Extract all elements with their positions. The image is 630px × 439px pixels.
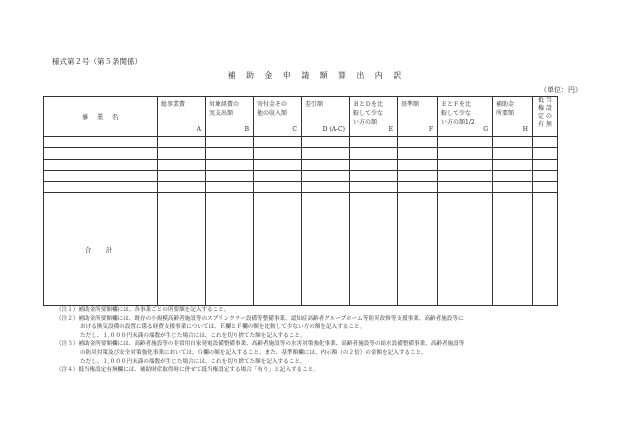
table-row: [44, 159, 558, 170]
column-header-b: 対象経費の 実支出額 B: [206, 97, 254, 137]
note-line: の防災対策及び安全対策強化事業においては、Ｇ欄の額を記入すること。また、基準額欄には、内示額（の２倍）の金額を記入すること。: [80, 349, 427, 356]
mortgage-header: 抵 当 権 設 定 の 有 無: [533, 97, 558, 137]
column-header-h: 補助金 所要額 H: [493, 97, 533, 137]
column-header-g: ＥとＦを比 較して少な い方の額1/2 G: [438, 97, 493, 137]
business-name-cell[interactable]: [44, 170, 158, 181]
column-header-f: 基準額 F: [398, 97, 438, 137]
business-name-cell[interactable]: [44, 182, 158, 193]
column-header-a: 総事業費 A: [158, 97, 206, 137]
notes-section: [56, 306, 576, 375]
note-line: ただし、１,０００円未満の端数が生じた場合には、これを切り捨てた額を記入すること。: [80, 332, 306, 339]
table-row: [44, 137, 558, 148]
subsidy-calculation-table: [43, 96, 558, 306]
table-row: [44, 170, 558, 181]
document-title: 補 助 金 申 請 額 算 出 内 訳: [227, 71, 403, 80]
header-row: [44, 97, 558, 137]
unit-label: （単位：円）: [540, 86, 582, 94]
table-row: [44, 182, 558, 193]
note-line: （注３）補助金所要額欄には、高齢者施設等の非常用自家発電設備整備事業、高齢者施設等の水害対策強化事業、高齢者施設等の給水設備整備事業、高齢者施設等: [56, 341, 465, 348]
note-line: （注１）補助金所要額欄には、各事業ごとの所要額を記入すること。: [56, 307, 230, 313]
business-name-cell[interactable]: [44, 137, 158, 148]
note-line: ただし、１,０００円未満の端数が生じた場合には、これを切り捨てた額を記入すること。: [80, 358, 306, 365]
total-row: [44, 193, 558, 306]
note-line: （注２）補助金所要額欄には、既存の小規模高齢者施設等のスプリンクラー設備等整備事業、認知症高齢者グループホーム等防災改修等支援事業、高齢者施設等に: [56, 315, 464, 322]
total-label: 合 計: [44, 193, 158, 306]
note-line: （注４）抵当権設定有無欄には、補助財産取得時に併せて抵当権設定する場合「有り」と記入すること。: [56, 367, 319, 374]
business-name-header: 事 業 名: [44, 97, 158, 137]
column-header-d: 差引額 D (A-C): [302, 97, 350, 137]
column-header-c: 寄付金その 他の収入額 C: [254, 97, 302, 137]
form-number: 様式第２号（第５条関係）: [52, 57, 142, 66]
business-name-cell[interactable]: [44, 148, 158, 159]
business-name-cell[interactable]: [44, 159, 158, 170]
note-line: おける換気設備の設置に係る経費支援事業については、Ｅ欄とＦ欄の額を比較して少ない方の額を記入すること。: [80, 324, 366, 331]
column-header-e: ＢとＤを比 較して少な い方の額 E: [350, 97, 398, 137]
table-row: [44, 148, 558, 159]
